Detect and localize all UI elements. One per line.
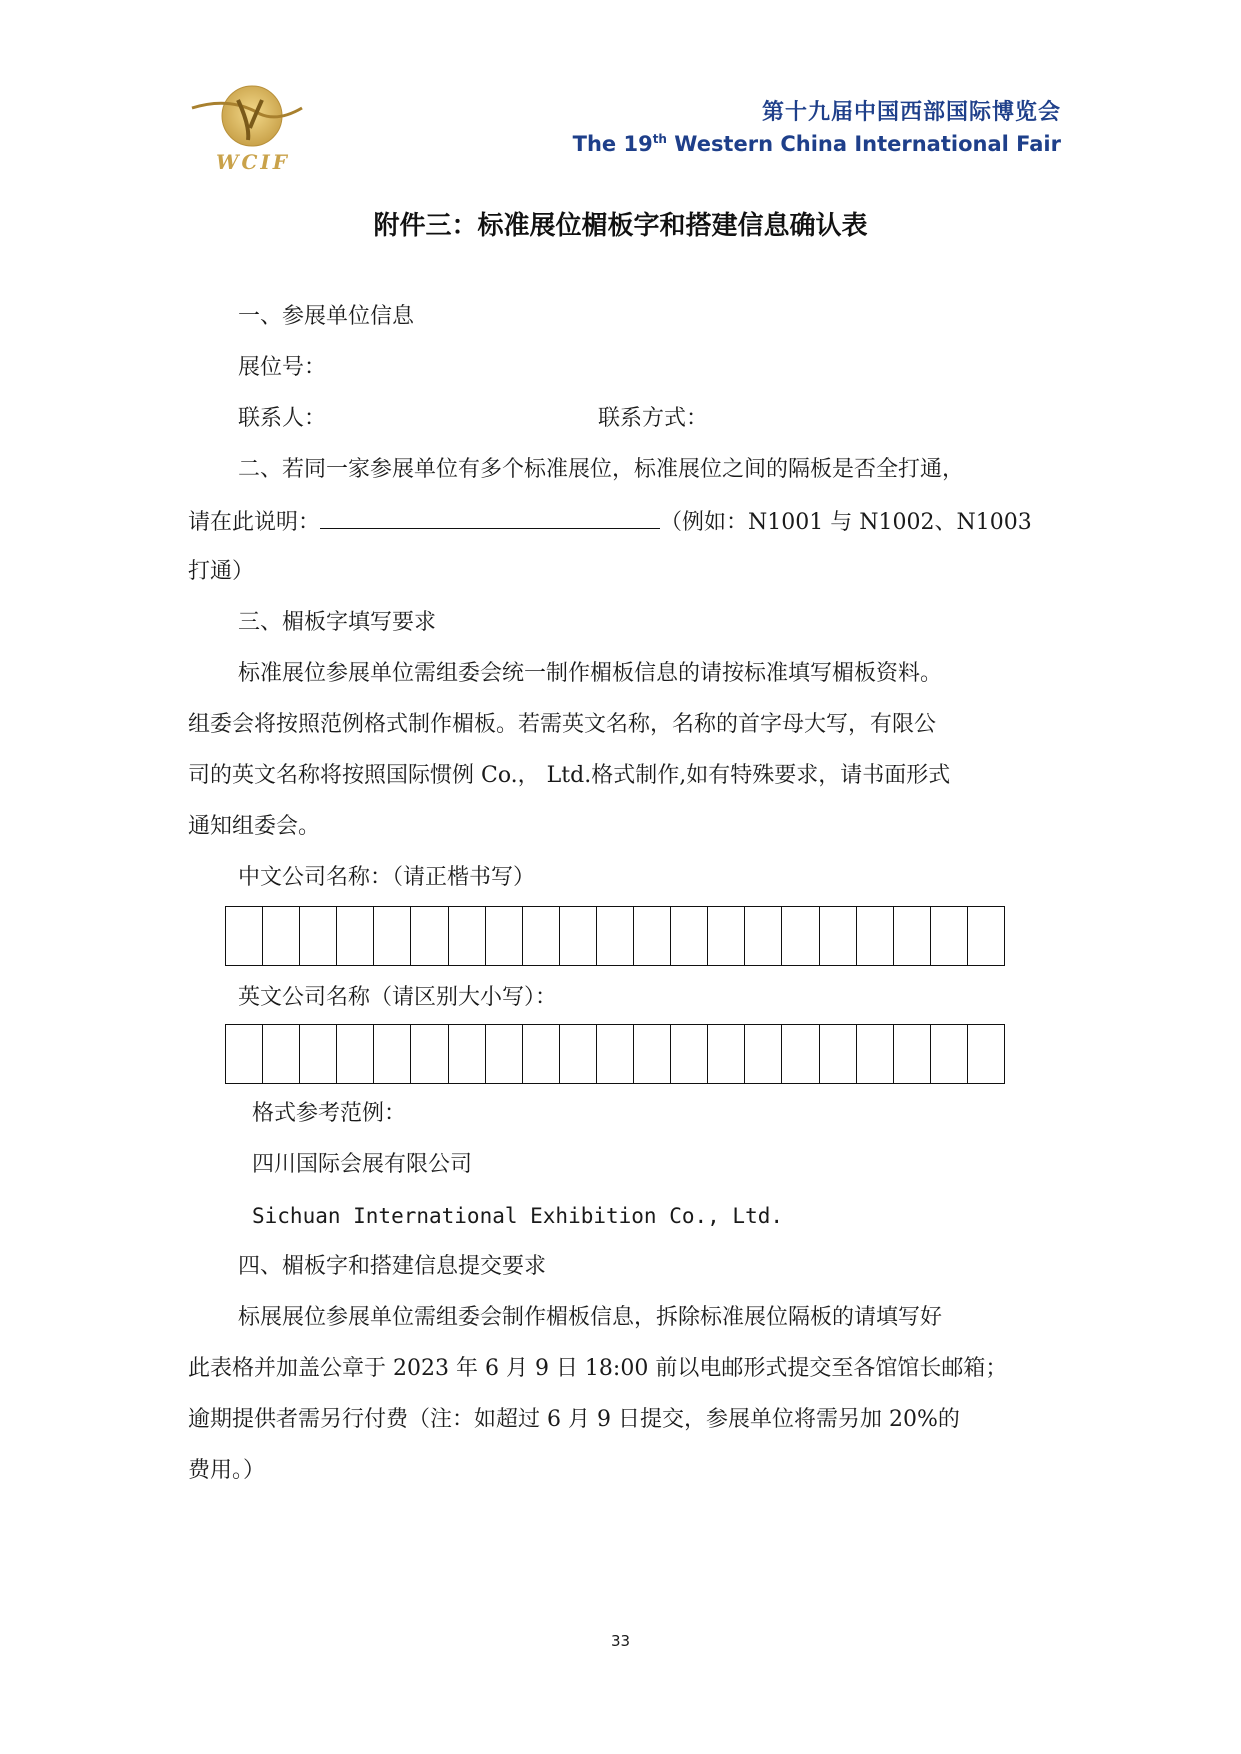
grid-cell[interactable] — [374, 1025, 411, 1083]
header-en-prefix: The 19 — [572, 132, 653, 156]
grid-cell[interactable] — [486, 907, 523, 965]
grid-cell[interactable] — [968, 907, 1004, 965]
booth-number-label: 展位号： — [238, 355, 327, 380]
document-title: 附件三：标准展位楣板字和搭建信息确认表 — [373, 211, 868, 241]
cn-company-name-label: 中文公司名称：（请正楷书写） — [238, 865, 536, 890]
wcif-logo — [190, 78, 310, 178]
grid-cell[interactable] — [745, 1025, 782, 1083]
grid-cell[interactable] — [857, 1025, 894, 1083]
section1-heading: 一、参展单位信息 — [238, 304, 415, 329]
section2-line1: 二、若同一家参展单位有多个标准展位，标准展位之间的隔板是否全打通， — [238, 457, 965, 482]
grid-cell[interactable] — [226, 907, 263, 965]
grid-cell[interactable] — [449, 907, 486, 965]
logo-text: WCIF — [216, 150, 290, 174]
example-label: 格式参考范例： — [252, 1101, 407, 1126]
grid-cell[interactable] — [300, 907, 337, 965]
grid-cell[interactable] — [708, 1025, 745, 1083]
grid-cell[interactable] — [782, 907, 819, 965]
grid-cell[interactable] — [263, 907, 300, 965]
en-company-name-label: 英文公司名称（请区别大小写）： — [238, 985, 558, 1010]
grid-cell[interactable] — [449, 1025, 486, 1083]
section2-line2 — [188, 506, 1032, 538]
section4-paragraph-line4: 费用。） — [188, 1458, 266, 1483]
grid-cell[interactable] — [857, 907, 894, 965]
grid-cell[interactable] — [634, 907, 671, 965]
grid-cell[interactable] — [931, 1025, 968, 1083]
grid-cell[interactable] — [337, 1025, 374, 1083]
grid-cell[interactable] — [671, 907, 708, 965]
grid-cell[interactable] — [968, 1025, 1004, 1083]
grid-cell[interactable] — [597, 1025, 634, 1083]
partition-prompt: 请在此说明： — [188, 510, 321, 535]
section3-paragraph-line1: 标准展位参展单位需组委会统一制作楣板信息的请按标准填写楣板资料。 — [238, 661, 943, 686]
grid-cell[interactable] — [411, 1025, 448, 1083]
contact-person-label: 联系人： — [238, 406, 327, 431]
grid-cell[interactable] — [671, 1025, 708, 1083]
grid-cell[interactable] — [931, 907, 968, 965]
section4-paragraph-line1: 标展展位参展单位需组委会制作楣板信息，拆除标准展位隔板的请填写好 — [238, 1305, 943, 1330]
section3-paragraph-line2: 组委会将按照范例格式制作楣板。若需英文名称，名称的首字母大写，有限公 — [188, 712, 937, 737]
section3-heading: 三、楣板字填写要求 — [238, 610, 437, 635]
grid-cell[interactable] — [300, 1025, 337, 1083]
section3-paragraph-line4: 通知组委会。 — [188, 814, 321, 839]
header-en-sup: th — [652, 132, 667, 146]
grid-cell[interactable] — [894, 907, 931, 965]
partition-answer-line[interactable] — [320, 506, 660, 529]
page-number: 33 — [610, 1632, 631, 1650]
section2-line3: 打通） — [188, 559, 255, 584]
header-en-suffix: Western China International Fair — [666, 132, 1061, 156]
example-cn-name: 四川国际会展有限公司 — [252, 1152, 473, 1177]
header-en-title — [573, 132, 1061, 156]
grid-cell[interactable] — [523, 1025, 560, 1083]
cn-company-name-grid[interactable] — [225, 906, 1005, 966]
grid-cell[interactable] — [226, 1025, 263, 1083]
grid-cell[interactable] — [745, 907, 782, 965]
example-en-name: Sichuan International Exhibition Co., Ltd. — [252, 1204, 784, 1228]
grid-cell[interactable] — [337, 907, 374, 965]
grid-cell[interactable] — [560, 1025, 597, 1083]
grid-cell[interactable] — [708, 907, 745, 965]
grid-cell[interactable] — [411, 907, 448, 965]
section4-paragraph-line3: 逾期提供者需另行付费（注：如超过 6 月 9 日提交，参展单位将需另加 20%的 — [188, 1407, 960, 1432]
section4-heading: 四、楣板字和搭建信息提交要求 — [238, 1254, 547, 1279]
grid-cell[interactable] — [894, 1025, 931, 1083]
en-company-name-grid[interactable] — [225, 1024, 1005, 1084]
grid-cell[interactable] — [782, 1025, 819, 1083]
grid-cell[interactable] — [820, 907, 857, 965]
contact-method-label: 联系方式： — [598, 406, 709, 431]
grid-cell[interactable] — [634, 1025, 671, 1083]
partition-example: （例如：N1001 与 N1002、N1003 — [660, 510, 1032, 535]
section4-paragraph-line2: 此表格并加盖公章于 2023 年 6 月 9 日 18:00 前以电邮形式提交至各馆馆长邮箱； — [188, 1356, 1008, 1381]
grid-cell[interactable] — [374, 907, 411, 965]
grid-cell[interactable] — [597, 907, 634, 965]
grid-cell[interactable] — [523, 907, 560, 965]
grid-cell[interactable] — [820, 1025, 857, 1083]
header-cn-title: 第十九届中国西部国际博览会 — [761, 100, 1061, 125]
section3-paragraph-line3: 司的英文名称将按照国际惯例 Co.， Ltd.格式制作,如有特殊要求，请书面形式 — [188, 763, 951, 788]
grid-cell[interactable] — [263, 1025, 300, 1083]
grid-cell[interactable] — [486, 1025, 523, 1083]
grid-cell[interactable] — [560, 907, 597, 965]
